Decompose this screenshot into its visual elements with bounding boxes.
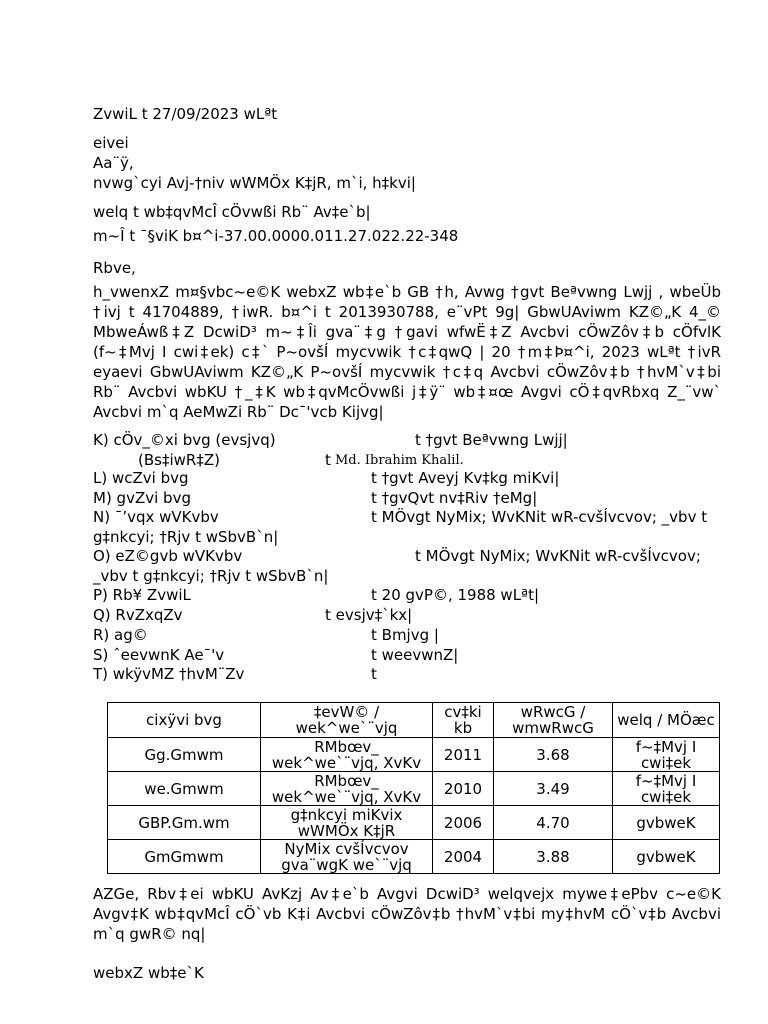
date-line: ZvwiL t 27/09/2023 wLªt — [93, 105, 278, 123]
column-header-exam: cixÿvi bvg — [108, 703, 261, 738]
body-line: †ivj t 41704889, †iwR. b¤^i t 2013930788, e¨vPt 9g| GbwUAviwm KZ©„K 4_© — [93, 303, 721, 321]
table-cell: NyMix cvšÍvcvov gva¨wgK we`¨vjq — [261, 840, 433, 874]
field-label-name-english: (Bs‡iwR‡Z) — [138, 451, 220, 469]
table-cell: 4.70 — [494, 806, 613, 840]
education-table — [107, 702, 720, 874]
table-cell: 2006 — [433, 806, 494, 840]
field-label-name-bangla: K) cÖv_©xi bvg (evsjvq) — [93, 431, 276, 449]
table-row — [108, 840, 720, 874]
table-cell: GBP.Gm.wm — [108, 806, 261, 840]
field-value-mother: t †gvQvt nv‡Riv †eMg| — [371, 489, 538, 507]
table-cell: f~‡Mvj I cwi‡ek — [613, 772, 720, 806]
field-label-birth-date: P) Rb¥ ZvwiL — [93, 586, 191, 604]
table-cell: 2004 — [433, 840, 494, 874]
body-line: Rb¨ Avcbvi wbKU †_‡K wb‡qvMcÖvwßi j‡ÿ¨ wb‡¤œ Avgvi cÖ‡qvRbxq Z_¨vw` — [93, 383, 721, 401]
field-label-marital-status: S) ˆeevwnK Ae¯'v — [93, 646, 225, 664]
field-label-religion: R) ag© — [93, 626, 148, 644]
recipient-title: eivei — [93, 134, 129, 152]
table-cell: 3.49 — [494, 772, 613, 806]
table-cell: gvbweK — [613, 806, 720, 840]
field-value-permanent-address: t MÖvgt NyMix; WvKNit wR-cvšÍvcvov; _vbv t — [371, 508, 708, 526]
field-value-name-english: Md. Ibrahim Khalil. — [335, 453, 464, 468]
column-header-board: ‡evW© / wek^we`¨vjq — [261, 703, 433, 738]
closing-line: Avgv‡K wb‡qvMcÎ cÖ`vb K‡i Avcbvi cÖwZôv‡b †hvM`v‡bi my‡hvM cÖ`v‡b Avcbvi — [93, 905, 721, 923]
column-header-gpa: wRwcG / wmwRwcG — [494, 703, 613, 738]
field-label-education: T) wkÿvMZ †hvM¨Zv — [93, 665, 245, 683]
table-cell: 3.68 — [494, 738, 613, 772]
field-value-present-address: t MÖvgt NyMix; WvKNit wR-cvšÍvcvov; — [415, 547, 701, 565]
table-cell: 3.88 — [494, 840, 613, 874]
reference-line: m~Î t ¯§viK b¤^i-37.00.0000.011.27.022.22-348 — [93, 227, 459, 245]
table-cell: gvbweK — [613, 840, 720, 874]
table-row — [108, 806, 720, 840]
body-line: MbweÁwß‡Z DcwiD³ m~‡Îi gva¨‡g †gavi wfwË‡Z Avcbvi cÖwZôv‡b cÖfvlK — [93, 323, 721, 341]
field-value-education: t — [371, 665, 377, 683]
table-cell: g‡nkcyi miKvix wWMÖx K‡jR — [261, 806, 433, 840]
table-cell: 2011 — [433, 738, 494, 772]
table-cell: 2010 — [433, 772, 494, 806]
field-value-religion: t Bmjvg | — [371, 626, 439, 644]
field-value-name-bangla: t †gvt Beªvwng Lwjj| — [415, 431, 568, 449]
column-header-year: cv‡ki kb — [433, 703, 494, 738]
field-value-name-english-prefix: t — [325, 451, 331, 469]
table-header-row — [108, 703, 720, 738]
field-value-father: t †gvt Aveyj Kv‡kg miKvi| — [371, 469, 560, 487]
closing-line: m`q gwR© nq| — [93, 925, 206, 943]
recipient-address: nvwg`cyi Avj-†niv wWMÖx K‡jR, m`i, h‡kvi| — [93, 174, 416, 192]
recipient-designation: Aa¨ÿ, — [93, 154, 134, 172]
subject-line: welq t wb‡qvMcÎ cÖvwßi Rb¨ Av‡e`b| — [93, 203, 371, 221]
table-cell: GmGmwm — [108, 840, 261, 874]
table-cell: RMbœv_ wek^we`¨vjq, XvKv — [261, 738, 433, 772]
body-line: Avcbvi m`q AeMwZi Rb¨ Dc¯'vcb Kijvg| — [93, 403, 384, 421]
table-cell: Gg.Gmwm — [108, 738, 261, 772]
column-header-subject: welq / MÖæc — [613, 703, 720, 738]
field-value-present-address-cont: _vbv t g‡nkcyi; †Rjv t wSbvB`n| — [93, 567, 329, 585]
field-label-mother: M) gvZvi bvg — [93, 489, 191, 507]
field-label-father: L) wcZvi bvg — [93, 469, 189, 487]
field-value-permanent-address-cont: g‡nkcyi; †Rjv t wSbvB`n| — [93, 528, 279, 546]
table-cell: we.Gmwm — [108, 772, 261, 806]
table-row — [108, 738, 720, 772]
field-value-nationality: t evsjv‡`kx| — [325, 606, 413, 624]
body-line: (f~‡Mvj I cwi‡ek) c‡` P~ovšÍ mycvwik †c‡qwQ | 20 †m‡Þ¤^i, 2023 wLªt †ivR — [93, 343, 721, 361]
signoff: webxZ wb‡e`K — [93, 964, 204, 982]
salutation: Rbve, — [93, 259, 136, 277]
table-cell: RMbœv_ wek^we`¨vjq, XvKv — [261, 772, 433, 806]
body-line: eyaevi GbwUAviwm KZ©„K P~ovšÍ mycvwik †c‡q Avcbvi cÖwZôv‡b †hvM`v‡bi — [93, 363, 721, 381]
field-label-present-address: O) eZ©gvb wVKvbv — [93, 547, 243, 565]
table-cell: f~‡Mvj I cwi‡ek — [613, 738, 720, 772]
field-value-birth-date: t 20 gvP©, 1988 wLªt| — [371, 586, 540, 604]
field-label-permanent-address: N) ¯’vqx wVKvbv — [93, 508, 219, 526]
closing-line: AZGe, Rbv‡ei wbKU AvKzj Av‡e`b Avgvi DcwiD³ welqvejx mywe‡ePbv c~e©K — [93, 885, 721, 903]
body-line: h_vwenxZ m¤§vbc~e©K webxZ wb‡e`b GB †h, Avwg †gvt Beªvwng Lwjj , wbeÜb — [93, 283, 721, 301]
field-value-marital-status: t weevwnZ| — [371, 646, 459, 664]
field-label-nationality: Q) RvZxqZv — [93, 606, 183, 624]
table-row — [108, 772, 720, 806]
